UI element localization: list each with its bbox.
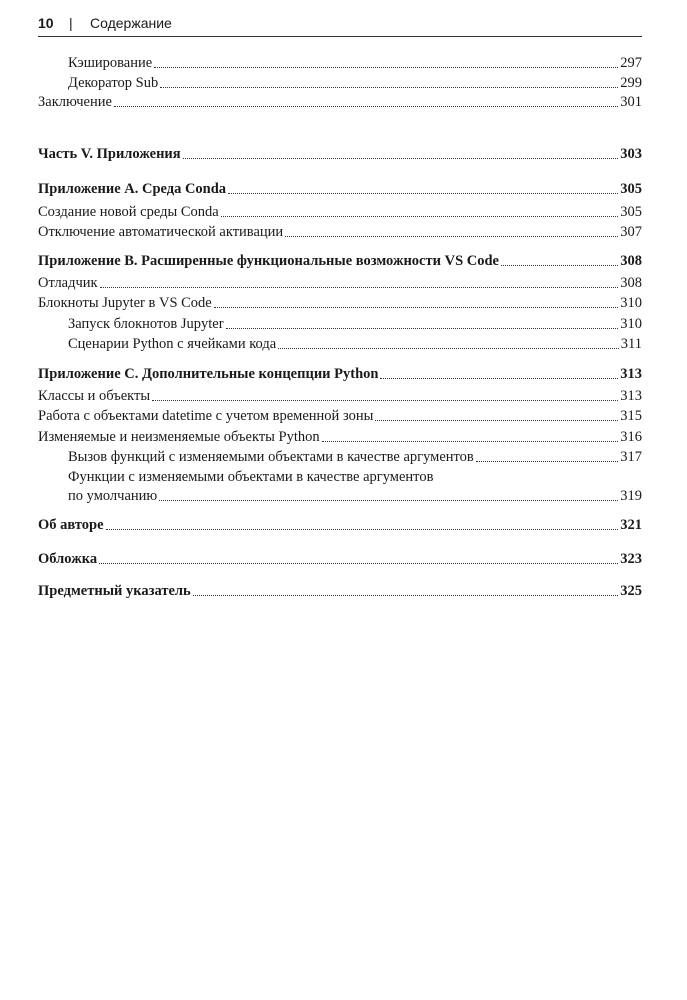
leader-dots <box>476 460 618 462</box>
toc-entry-page: 305 <box>620 181 642 197</box>
toc-entry-title: Классы и объекты <box>38 388 151 404</box>
header-separator: | <box>69 15 73 31</box>
toc-entry[interactable] <box>38 294 642 312</box>
toc-chapter[interactable] <box>38 582 642 600</box>
toc-chapter[interactable] <box>38 180 642 198</box>
toc-entry-title: Отладчик <box>38 275 98 291</box>
toc-entry[interactable] <box>68 74 642 92</box>
toc-entry-title: Вызов функций с изменяемыми объектами в качестве аргументов <box>68 449 474 465</box>
toc-entry-title: Обложка <box>38 551 98 567</box>
leader-dots <box>228 192 618 194</box>
toc-entry-page: 319 <box>620 488 642 504</box>
leader-dots <box>99 562 618 564</box>
toc-entry[interactable] <box>38 387 642 405</box>
leader-dots <box>160 86 618 88</box>
toc-entry-title: Приложение C. Дополнительные концепции Python <box>38 366 379 382</box>
toc-entry-title: Заключение <box>38 94 112 110</box>
toc-entry[interactable] <box>38 407 642 425</box>
toc-entry-page: 315 <box>620 408 642 424</box>
toc-entry-title: Создание новой среды Conda <box>38 204 219 220</box>
toc-entry-page: 313 <box>620 366 642 382</box>
leader-dots <box>100 286 619 288</box>
leader-dots <box>152 399 618 401</box>
leader-dots <box>159 499 618 501</box>
toc-entry-title: Отключение автоматической активации <box>38 224 284 240</box>
toc-entry-page: 317 <box>620 449 642 465</box>
toc-entry-title: Работа с объектами datetime с учетом временной зоны <box>38 408 374 424</box>
toc-chapter[interactable] <box>38 516 642 534</box>
leader-dots <box>114 105 618 107</box>
leader-dots <box>106 528 619 530</box>
toc-entry-page: 305 <box>620 204 642 220</box>
toc-entry-title: Часть V. Приложения <box>38 146 181 162</box>
leader-dots <box>193 594 619 596</box>
page-number: 10 <box>38 15 54 31</box>
toc-entry-page: 301 <box>620 94 642 110</box>
toc-entry-page: 316 <box>620 429 642 445</box>
leader-dots <box>322 440 619 442</box>
leader-dots <box>375 419 618 421</box>
toc-entry-title-line1[interactable]: Функции с изменяемыми объектами в качестве аргументов <box>68 469 434 485</box>
toc-entry[interactable] <box>68 335 642 353</box>
toc-entry-title: Приложение A. Среда Conda <box>38 181 227 197</box>
toc-entry-page: 308 <box>620 275 642 291</box>
toc-entry[interactable] <box>38 223 642 241</box>
toc-entry-title: Предметный указатель <box>38 583 191 599</box>
toc-entry[interactable] <box>68 54 642 72</box>
toc-entry[interactable] <box>38 93 642 111</box>
toc-entry[interactable] <box>38 274 642 292</box>
leader-dots <box>221 215 619 217</box>
leader-dots <box>278 347 619 349</box>
toc-entry[interactable] <box>68 487 642 505</box>
toc-chapter[interactable] <box>38 550 642 568</box>
toc-entry-page: 308 <box>620 253 642 269</box>
toc-entry-page: 303 <box>620 146 642 162</box>
toc-entry-page: 313 <box>620 388 642 404</box>
leader-dots <box>183 157 619 159</box>
toc-entry[interactable] <box>38 203 642 221</box>
toc-entry-page: 325 <box>620 583 642 599</box>
toc-entry-page: 299 <box>620 75 642 91</box>
leader-dots <box>154 66 618 68</box>
leader-dots <box>501 264 618 266</box>
toc-entry-page: 321 <box>620 517 642 533</box>
toc-entry-page: 311 <box>620 336 642 352</box>
toc-entry-page: 297 <box>620 55 642 71</box>
toc-entry-title: Блокноты Jupyter в VS Code <box>38 295 212 311</box>
running-header <box>38 14 642 37</box>
toc-part[interactable] <box>38 145 642 163</box>
toc-entry-title: Изменяемые и неизменяемые объекты Python <box>38 429 320 445</box>
toc-chapter[interactable] <box>38 252 642 270</box>
toc-entry-title: Запуск блокнотов Jupyter <box>68 316 224 332</box>
toc-entry-title: Об авторе <box>38 517 104 533</box>
toc-entry-page: 310 <box>620 316 642 332</box>
toc-entry-title: Сценарии Python с ячейками кода <box>68 336 277 352</box>
leader-dots <box>226 327 619 329</box>
toc-entry-page: 310 <box>620 295 642 311</box>
toc-entry-title: Кэширование <box>68 55 153 71</box>
toc-entry[interactable] <box>68 315 642 333</box>
toc-entry-title: Декоратор Sub <box>68 75 159 91</box>
section-title: Содержание <box>90 15 172 31</box>
leader-dots <box>380 377 618 379</box>
toc-entry-title: Приложение B. Расширенные функциональные возможности VS Code <box>38 253 499 269</box>
leader-dots <box>214 306 619 308</box>
toc-entry[interactable] <box>68 448 642 466</box>
toc-chapter[interactable] <box>38 365 642 383</box>
toc-entry-title: по умолчанию <box>68 488 158 504</box>
toc-entry-page: 323 <box>620 551 642 567</box>
toc-entry[interactable] <box>38 428 642 446</box>
toc-entry-page: 307 <box>620 224 642 240</box>
leader-dots <box>285 235 618 237</box>
